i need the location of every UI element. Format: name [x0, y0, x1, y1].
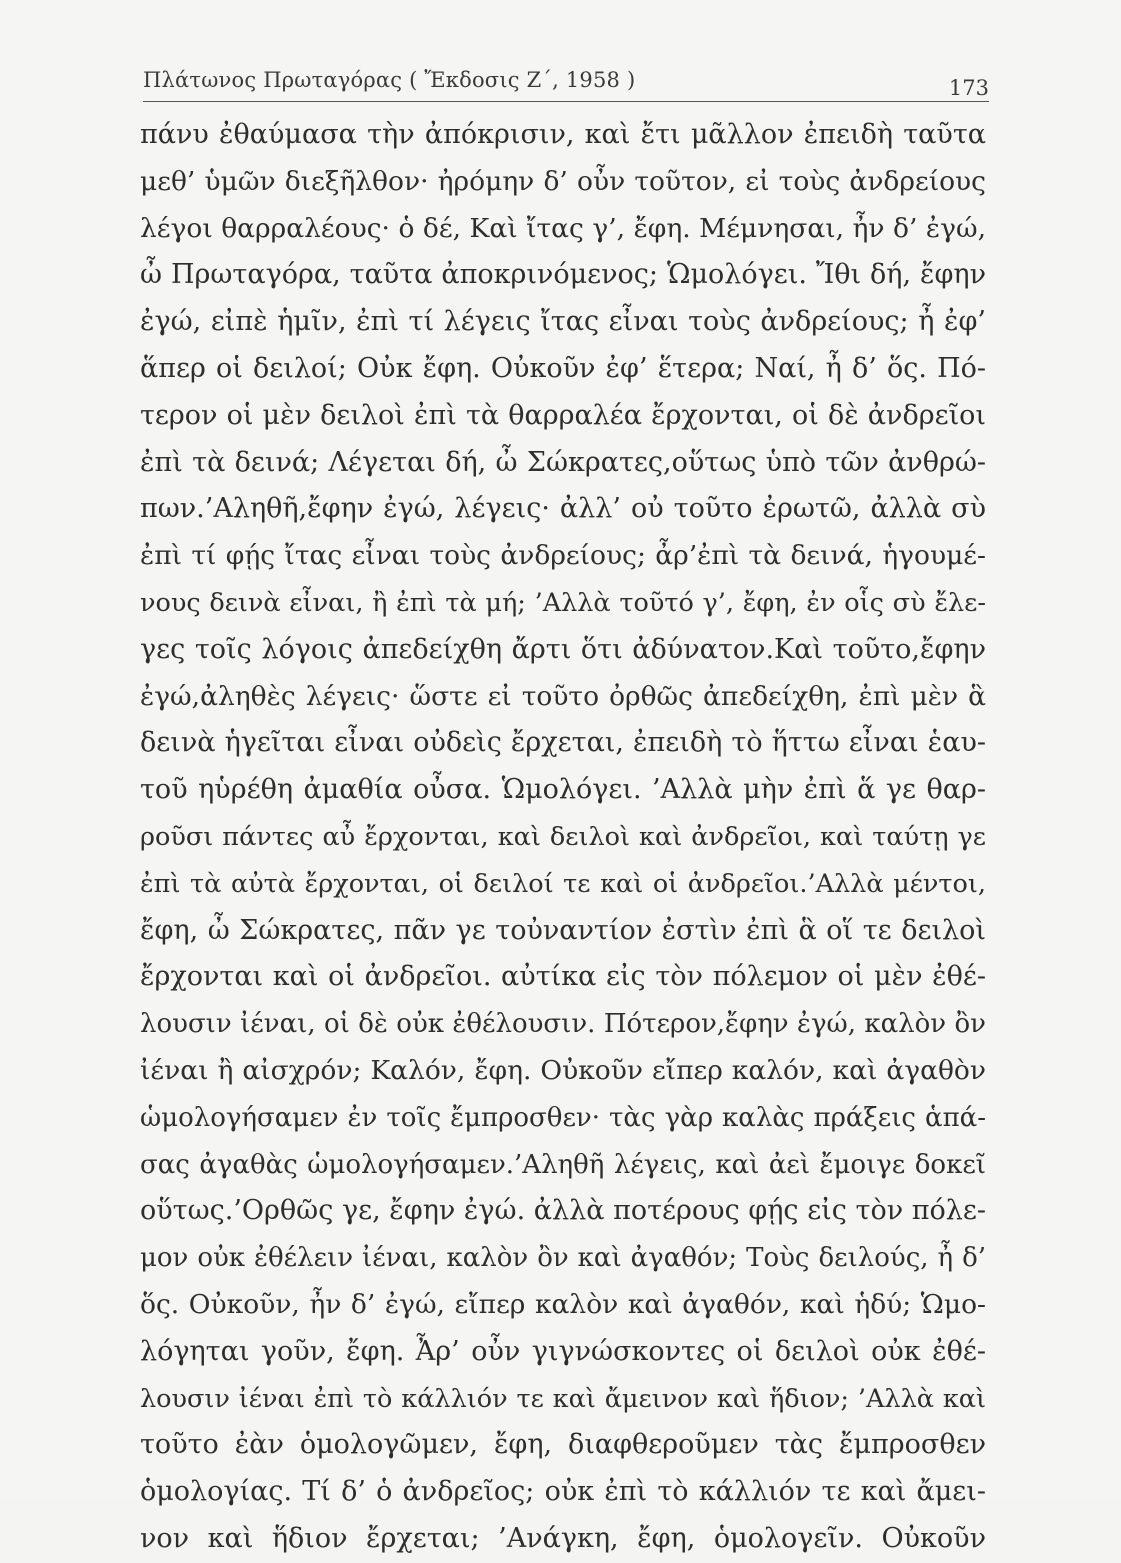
- text-line: ὅς. Οὐκοῦν, ἦν δ’ ἐγώ, εἴπερ καλὸν καὶ ἀγαθόν, καὶ ἡδύ; Ὡμο-: [140, 1288, 986, 1320]
- text-line: ὁμολογίας. Τί δ’ ὁ ἀνδρεῖος; οὐκ ἐπὶ τὸ κάλλιόν τε καὶ ἄμει-: [140, 1476, 986, 1508]
- text-line: πων.’Αληθῆ,ἔφην ἐγώ, λέγεις· ἀλλ’ οὐ τοῦτο ἐρωτῶ, ἀλλὰ σὺ: [140, 493, 986, 525]
- text-line: λόγηται γοῦν, ἔφη. Ἆρ’ οὖν γιγνώσκοντες οἱ δειλοὶ οὐκ ἐθέ-: [140, 1335, 986, 1367]
- text-line: σας ἀγαθὰς ὡμολογήσαμεν.’Αληθῆ λέγεις, καὶ ἀεὶ ἔμοιγε δοκεῖ: [140, 1149, 986, 1180]
- text-line: ὡμολογήσαμεν ἐν τοῖς ἔμπροσθεν· τὰς γὰρ καλὰς πράξεις ἁπά-: [140, 1102, 986, 1133]
- text-line: ἅπερ οἱ δειλοί; Οὐκ ἔφη. Οὐκοῦν ἐφ’ ἕτερα; Ναί, ἦ δ’ ὅς. Πό-: [140, 352, 986, 384]
- running-head: [143, 62, 989, 102]
- text-line: τοῦτο ἐὰν ὁμολογῶμεν, ἔφη, διαφθεροῦμεν τὰς ἔμπροσθεν: [140, 1429, 986, 1461]
- text-line: ἐγώ,ἀληθὲς λέγεις· ὥστε εἰ τοῦτο ὀρθῶς ἀπεδείχθη, ἐπὶ μὲν ἃ: [140, 680, 986, 712]
- text-line: δεινὰ ἡγεῖται εἶναι οὐδεὶς ἔρχεται, ἐπειδὴ τὸ ἥττω εἶναι ἑαυ-: [140, 727, 986, 759]
- text-line: ἐπὶ τὰ αὐτὰ ἔρχονται, οἱ δειλοί τε καὶ οἱ ἀνδρεῖοι.’Αλλὰ μέντοι,: [140, 868, 986, 899]
- text-line: μεθ’ ὑμῶν διεξῆλθον· ἠρόμην δ’ οὖν τοῦτον, εἰ τοὺς ἀνδρείους: [140, 165, 986, 197]
- text-line: ἐπὶ τὰ δεινά; Λέγεται δή, ὦ Σώκρατες,οὕτως ὑπὸ τῶν ἀνθρώ-: [140, 446, 986, 478]
- text-line: ἰέναι ἢ αἰσχρόν; Καλόν, ἔφη. Οὐκοῦν εἴπερ καλόν, καὶ ἀγαθὸν: [140, 1054, 986, 1086]
- text-line: πάνυ ἐθαύμασα τὴν ἀπόκρισιν, καὶ ἔτι μᾶλλον ἐπειδὴ ταῦτα: [140, 119, 986, 150]
- body-text: [140, 112, 986, 1563]
- text-line: μον οὐκ ἐθέλειν ἰέναι, καλὸν ὂν καὶ ἀγαθόν; Τοὺς δειλούς, ἦ δ’: [140, 1243, 986, 1274]
- page-number: 173: [948, 76, 989, 100]
- text-line: ἐγώ, εἰπὲ ἡμῖν, ἐπὶ τί λέγεις ἴτας εἶναι τοὺς ἀνδρείους; ἦ ἐφ’: [140, 306, 986, 338]
- text-line: νους δεινὰ εἶναι, ἢ ἐπὶ τὰ μή; ’Αλλὰ τοῦτό γ’, ἔφη, ἐν οἷς σὺ ἔλε-: [140, 587, 986, 618]
- text-line: τοῦ ηὑρέθη ἀμαθία οὖσα. Ὡμολόγει. ’Αλλὰ μὴν ἐπὶ ἅ γε θαρ-: [140, 774, 986, 806]
- text-line: ὦ Πρωταγόρα, ταῦτα ἀποκρινόμενος; Ὡμολόγει. Ἴθι δή, ἔφην: [140, 259, 986, 291]
- text-line: γες τοῖς λόγοις ἀπεδείχθη ἄρτι ὅτι ἀδύνατον.Καὶ τοῦτο,ἔφην: [140, 633, 986, 665]
- text-line: λέγοι θαρραλέους· ὁ δέ, Καὶ ἴτας γ’, ἔφη. Μέμνησαι, ἦν δ’ ἐγώ,: [140, 212, 986, 244]
- header-rule: [143, 101, 989, 102]
- text-line: νον καὶ ἥδιον ἔρχεται; ’Ανάγκη, ἔφη, ὁμολογεῖν. Οὐκοῦν: [140, 1522, 986, 1554]
- running-title: Πλάτωνος Πρωταγόρας ( Ἔκδοσις Ζ΄, 1958 ): [143, 68, 636, 92]
- text-line: λουσιν ἰέναι, οἱ δὲ οὐκ ἐθέλουσιν. Πότερον,ἔφην ἐγώ, καλὸν ὂν: [140, 1009, 986, 1040]
- text-line: ροῦσι πάντες αὖ ἔρχονται, καὶ δειλοὶ καὶ ἀνδρεῖοι, καὶ ταύτῃ γε: [140, 821, 986, 852]
- text-line: ἐπὶ τί φῄς ἴτας εἶναι τοὺς ἀνδρείους; ἆρ’ἐπὶ τὰ δεινά, ἡγουμέ-: [140, 540, 986, 572]
- text-line: λουσιν ἰέναι ἐπὶ τὸ κάλλιόν τε καὶ ἄμεινον καὶ ἥδιον; ’Αλλὰ καὶ: [140, 1383, 986, 1414]
- text-line: τερον οἱ μὲν δειλοὶ ἐπὶ τὰ θαρραλέα ἔρχονται, οἱ δὲ ἀνδρεῖοι: [140, 399, 986, 431]
- text-line: ἔρχονται καὶ οἱ ἀνδρεῖοι. αὐτίκα εἰς τὸν πόλεμον οἱ μὲν ἐθέ-: [140, 961, 986, 993]
- text-line: ἔφη, ὦ Σώκρατες, πᾶν γε τοὐναντίον ἐστὶν ἐπὶ ἃ οἵ τε δειλοὶ: [140, 914, 986, 946]
- text-line: οὕτως.’Ορθῶς γε, ἔφην ἐγώ. ἀλλὰ ποτέρους φῄς εἰς τὸν πόλε-: [140, 1195, 986, 1227]
